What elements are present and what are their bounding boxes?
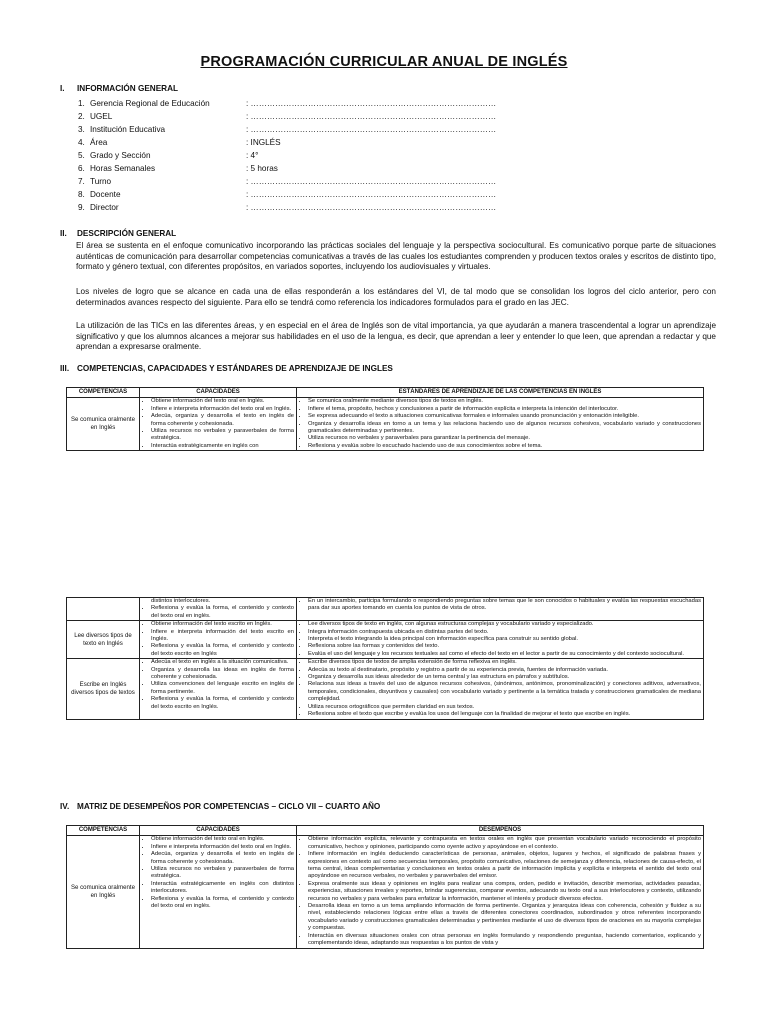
list-item: • Reflexiona y evalúa sobre lo escuchado haciendo uso de sus conocimientos sobre el tema. [308,443,701,450]
competency-cell: Se comunica oralmente en Inglés [67,398,140,451]
bullet-list [142,659,294,711]
info-number: 6. [78,164,85,173]
bullet-list [142,398,294,450]
list-item: • Interactúa estratégicamente en inglés con [151,443,294,450]
list-item: • Adecúa el texto en inglés a la situación comunicativa. [151,659,294,666]
capacities-cell [140,836,297,948]
continued-text: distintos interlocutores. [151,598,211,604]
table-header-row [67,826,704,836]
description-paragraph-3: La utilización de las TICs en las diferentes áreas, y en especial en el área de Inglés son de vital importancia, ya que ayudarán a manera trascendental a lograr un aprendizaje significativo y que los alumnos alcances a mejorar sus habilidades en el uso de la lengua, es decir, que aprendan a leer y entender lo que leen, que aprendan a redactar y que aprendan a expresarse oralmente. [76,321,716,352]
info-row [78,175,496,188]
list-item: • Escribe diversos tipos de textos de amplia extensión de forma reflexiva en inglés. [308,659,701,666]
list-item: • Infiere e interpreta información del texto oral en Inglés. [151,406,294,413]
list-item: • Reflexiona y evalúa la forma, el contenido y contexto del texto oral en inglés. [151,896,294,911]
bullet-list [299,836,701,947]
info-value: : ……………………………………………………………………………… [246,125,497,134]
capacities-cell [140,598,297,621]
list-item: • Obtiene información del texto oral en Inglés. [151,836,294,843]
info-number: 9. [78,203,85,212]
competency-cell: Escribe en Inglés diversos tipos de textos [67,659,140,719]
section-3-heading [60,364,393,373]
info-number: 1. [78,99,85,108]
list-item: • Reflexiona y evalúa la forma, el contenido y contexto del texto escrito en Inglés [151,643,294,658]
header-desempenos: DESEMPEÑOS [297,826,704,836]
info-label: Grado y Sección [90,151,151,160]
list-item: • Obtiene información del texto oral en Inglés. [151,398,294,405]
info-label: Área [90,138,108,147]
info-row [78,188,496,201]
table-row [67,598,704,621]
list-item: • Utiliza convenciones del lenguaje escrito en inglés de forma pertinente. [151,681,294,696]
list-item: • Utiliza recursos no verbales y paraverbales de forma estratégica. [151,428,294,443]
list-item: • Interactúa estratégicamente en inglés con distintos interlocutores. [151,881,294,896]
list-item: • Reflexiona sobre el texto que escribe y evalúa los usos del lenguaje con la finalidad de mejorar el texto que escribe en inglés. [308,711,701,718]
list-item: • Evalúa el uso del lenguaje y los recursos textuales así como el efecto del texto en el lector a partir de su conocimiento y del contexto sociocultural. [308,651,701,658]
info-row [78,149,496,162]
list-item: • Interactúa en diversas situaciones orales con otras personas en inglés formulando y respondiendo preguntas, haciendo comentarios, explicando y complementando ideas, adaptando sus respuestas a los puntos de vista y [308,933,701,948]
info-row [78,97,496,110]
list-item: • Interpreta el texto integrando la idea principal con información específica para construir su sentido global. [308,636,701,643]
info-row [78,162,496,175]
list-item: • Reflexiona y evalúa la forma, el contenido y contexto del texto oral en inglés. [151,605,294,620]
section-label: INFORMACIÓN GENERAL [77,84,178,93]
info-label: Turno [90,177,112,186]
list-item: • Se expresa adecuando el texto a situaciones comunicativas formales e informales usando pronunciación y entonación inteligible. [308,413,701,420]
list-item: • Lee diversos tipos de texto en inglés, con algunas estructuras complejas y vocabulario variado y especializado. [308,621,701,628]
info-value: : INGLÉS [246,138,281,147]
section-1-heading [60,84,178,93]
list-item: • En un intercambio, participa formulando o respondiendo preguntas sobre temas que le son conocidos o habituales y evalúa las respuestas escuchadas para dar sus aportes tomando en cuenta los puntos de vista de otros. [308,598,701,613]
capacities-cell [140,621,297,659]
list-item: • Infiere e interpreta información del texto oral en Inglés. [151,844,294,851]
info-number: 4. [78,138,85,147]
list-item: • Utiliza recursos no verbales y paraverbales de forma estratégica. [151,866,294,881]
table-row [67,398,704,451]
info-value: : ……………………………………………………………………………… [246,99,497,108]
standards-cell [297,621,704,659]
list-item: • Infiere el tema, propósito, hechos y conclusiones a partir de información explícita e interpreta la intención del interlocutor. [308,406,701,413]
bullet-list [142,621,294,658]
description-paragraph-2: Los niveles de logro que se alcance en cada una de ellas responderán a los estándares del VI, de tal modo que se consolidan los logros del ciclo anterior, pero con determinados avances respecto del siguiente. Para ello se tendrá como referencia los indicadores formulados para el grado en las JEC. [76,287,716,307]
competency-cell: Se comunica oralmente en Inglés [67,836,140,948]
header-estandares: ESTÁNDARES DE APRENDIZAJE DE LAS COMPETENCIAS EN INGLÉS [297,388,704,398]
capacities-cell [140,659,297,719]
bullet-list [299,598,701,613]
info-label: Gerencia Regional de Educación [90,99,210,108]
header-capacidades: CAPACIDADES [140,826,297,836]
bullet-list [299,659,701,718]
bullet-list [142,836,294,910]
info-value: : ……………………………………………………………………………… [246,112,497,121]
capacities-cell [140,398,297,451]
list-item: • Utiliza recursos no verbales y paraverbales para garantizar la pertinencia del mensaje. [308,435,701,442]
header-competencias: COMPETENCIAS [67,388,140,398]
list-item: • Expresa oralmente sus ideas y opiniones en inglés para realizar una compra, orden, pedido e invitación, describir memorias, actividades pasadas, experiencias, situaciones irreales y reportes, brindar sugerencias, comparar eventos, adecuando su texto oral a sus interlocutores y contexto, utilizando recursos no verbales y para verbales para enfatizar la información, mantener el interés y producir diversos efectos. [308,881,701,903]
info-number: 5. [78,151,85,160]
general-info-list [78,97,496,214]
list-item: • Integra información contrapuesta ubicada en distintas partes del texto. [308,629,701,636]
table-header-row [67,388,704,398]
info-number: 7. [78,177,85,186]
list-item: • Obtiene información del texto escrito en Inglés. [151,621,294,628]
info-label: Institución Educativa [90,125,166,134]
list-item: • Adecúa, organiza y desarrolla el texto en inglés de forma coherente y cohesionada. [151,851,294,866]
section-label: COMPETENCIAS, CAPACIDADES Y ESTÁNDARES DE APRENDIZAJE DE INGLES [77,364,393,373]
list-item: • Infiere información en inglés deduciendo características de personas, animales, objetos, lugares y hechos, el significado de palabras frases y expresiones en contexto así como secuencias temporales, propósito comunicativo, relaciones de semejanza y diferencia, relaciones de causa-efecto, el tema central, ideas complementarias y conclusiones en textos orales a partir de información implícita y explícita e interpreta el sentido del texto oral apoyándose en recursos verbales, no verbales y paraverbales del emisor. [308,851,701,881]
header-competencias: COMPETENCIAS [67,826,140,836]
list-item: • Adecúa, organiza y desarrolla el texto en inglés de forma coherente y cohesionada. [151,413,294,428]
list-item: • Organiza y desarrolla sus ideas alrededor de un tema central y las estructura en párrafos y subtítulos. [308,674,701,681]
standards-table-continued [66,597,704,720]
list-item: • Infiere e interpreta información del texto escrito en Inglés. [151,629,294,644]
list-item: • Reflexiona y evalúa la forma, el contenido y contexto del texto escrito en Inglés. [151,696,294,711]
section-4-heading [60,802,380,811]
list-item: • Relaciona sus ideas a través del uso de algunos recursos cohesivos, (sinónimos, antónimos, pronominalización) y conectores aditivos, adversativos, temporales, condicionales, disyuntivos y causales) con vocabulario variado y pertinente a la temática tratada y construcciones gramaticales de mediana complejidad. [308,681,701,703]
standards-cell [297,598,704,621]
info-label: Director [90,203,119,212]
info-row [78,136,496,149]
bullet-list [299,621,701,658]
list-item: • Organiza y desarrolla las ideas en inglés de forma coherente y cohesionada. [151,667,294,682]
list-item: • Reflexiona sobre las formas y contenidos del texto. [308,643,701,650]
info-value: : ……………………………………………………………………………… [246,190,497,199]
list-item: • Obtiene información explícita, relevante y contrapuesta en textos orales en inglés que presentan vocabulario variado reconociendo el propósito comunicativo, hechos y opiniones, participando como oyente activo y apoyándose en el contexto. [308,836,701,851]
competency-cell-empty [67,598,140,621]
list-item: • Se comunica oralmente mediante diversos tipos de textos en inglés. [308,398,701,405]
info-row [78,123,496,136]
performance-matrix-table [66,825,704,949]
info-label: Docente [90,190,121,199]
standards-cell [297,398,704,451]
table-row [67,836,704,948]
info-number: 2. [78,112,85,121]
competency-cell: Lee diversos tipos de texto en Inglés [67,621,140,659]
list-item: • Desarrolla ideas en torno a un tema ampliando información de forma pertinente. Organiza y jerarquiza ideas con coherencia, cohesión y fluidez a su nivel, estableciendo relaciones lógicas entre ellas a través de diferentes conectores coordinados, subordinados y otros referentes incorporando vocabulario variado y construcciones gramaticales determinadas y pertinentes mediante el uso de diversos tipos de oraciones en su mayoría complejas y compuestas. [308,903,701,933]
header-capacidades: CAPACIDADES [140,388,297,398]
bullet-list [299,398,701,450]
section-label: MATRIZ DE DESEMPEÑOS POR COMPETENCIAS – CICLO VII – CUARTO AÑO [77,802,381,811]
section-number: IV. [60,802,70,811]
section-2-heading [60,229,176,238]
info-value: : 4° [246,151,259,160]
section-number: III. [60,364,70,373]
section-number: II. [60,229,67,238]
list-item: • Adecúa su texto al destinatario, propósito y registro a partir de su experiencia previa, fuentes de información variada. [308,667,701,674]
info-label: UGEL [90,112,113,121]
standards-table [66,387,704,451]
list-item: • Utiliza recursos ortográficos que permiten claridad en sus textos. [308,704,701,711]
info-row [78,201,496,214]
table-row [67,659,704,719]
info-value: : ……………………………………………………………………………… [246,203,497,212]
info-row [78,110,496,123]
info-number: 8. [78,190,85,199]
info-label: Horas Semanales [90,164,156,173]
standards-cell [297,659,704,719]
description-paragraph-1: El área se sustenta en el enfoque comunicativo incorporando las prácticas sociales del lenguaje y la perspectiva sociocultural. Es comunicativo porque parte de situaciones auténticas de comunicación para desarrollar competencias comunicativas a través de las cuales los estudiantes comprenden y producen textos orales y escritos de distinto tipo, formato y género textual, con diferentes propósitos, en variados soportes, incluyendo los audiovisuales y virtuales. [76,241,716,272]
info-value: : ……………………………………………………………………………… [246,177,497,186]
section-label: DESCRIPCIÓN GENERAL [77,229,177,238]
performance-cell [297,836,704,948]
section-number: I. [60,84,65,93]
info-number: 3. [78,125,85,134]
page-title: PROGRAMACIÓN CURRICULAR ANUAL DE INGLÉS [200,54,568,70]
info-value: : 5 horas [246,164,278,173]
list-item: • Organiza y desarrolla ideas en torno a un tema y las relaciona haciendo uso de algunos recursos cohesivos, vocabulario variado y construcciones gramaticales determinadas y pertinentes. [308,421,701,436]
table-row [67,621,704,659]
